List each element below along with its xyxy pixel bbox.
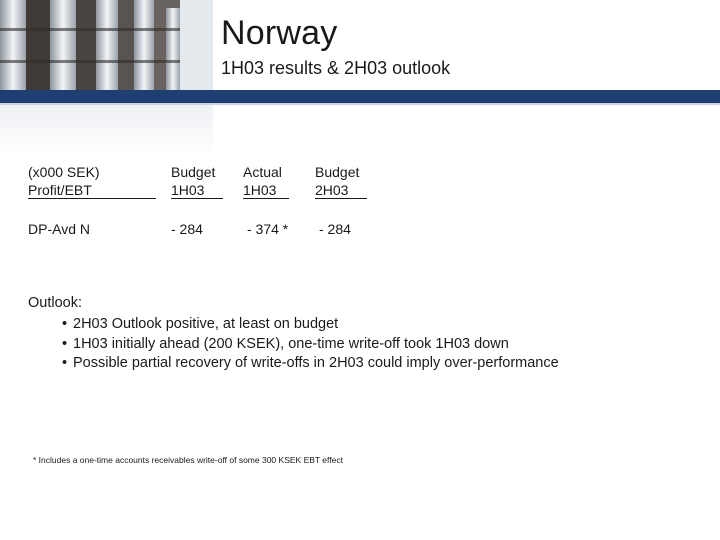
value-budget-1h03: - 284 <box>171 221 203 237</box>
header-underline-actual-1h03 <box>243 198 289 199</box>
header-underline-label <box>28 198 156 199</box>
outlook-bullet-text: 1H03 initially ahead (200 KSEK), one-time write-off took 1H03 down <box>73 335 509 352</box>
column-subheader-budget-1h03: 1H03 <box>171 182 205 198</box>
column-subheader-budget-2h03: 2H03 <box>315 182 349 198</box>
table-header-metric: Profit/EBT <box>28 182 92 198</box>
table-header-units: (x000 SEK) <box>28 164 100 180</box>
page-title: Norway <box>221 14 338 52</box>
column-header-budget-2h03: Budget <box>315 164 360 180</box>
column-header-budget-1h03: Budget <box>171 164 216 180</box>
header-underline-budget-2h03 <box>315 198 367 199</box>
list-item <box>62 315 559 335</box>
column-header-actual-1h03: Actual <box>243 164 282 180</box>
header-underline-budget-1h03 <box>171 198 223 199</box>
bullet-icon: • <box>62 316 68 332</box>
list-item <box>62 335 559 355</box>
building-photo <box>0 0 213 90</box>
column-subheader-actual-1h03: 1H03 <box>243 182 277 198</box>
row-label: DP-Avd N <box>28 221 90 237</box>
outlook-list <box>62 315 559 374</box>
page-subtitle: 1H03 results & 2H03 outlook <box>221 58 451 78</box>
header-band <box>0 90 720 103</box>
outlook-heading: Outlook: <box>28 295 82 311</box>
value-budget-2h03: - 284 <box>319 221 351 237</box>
bullet-icon: • <box>62 335 68 352</box>
bullet-icon: • <box>62 355 68 371</box>
outlook-bullet-text: Possible partial recovery of write-offs in 2H03 could imply over-performance <box>73 355 559 371</box>
footnote: * Includes a one-time accounts receivables write-off of some 300 KSEK EBT effect <box>33 455 343 465</box>
list-item <box>62 354 559 374</box>
header-fade <box>0 105 213 155</box>
value-actual-1h03: - 374 * <box>247 221 289 237</box>
outlook-bullet-text: 2H03 Outlook positive, at least on budget <box>73 316 339 332</box>
